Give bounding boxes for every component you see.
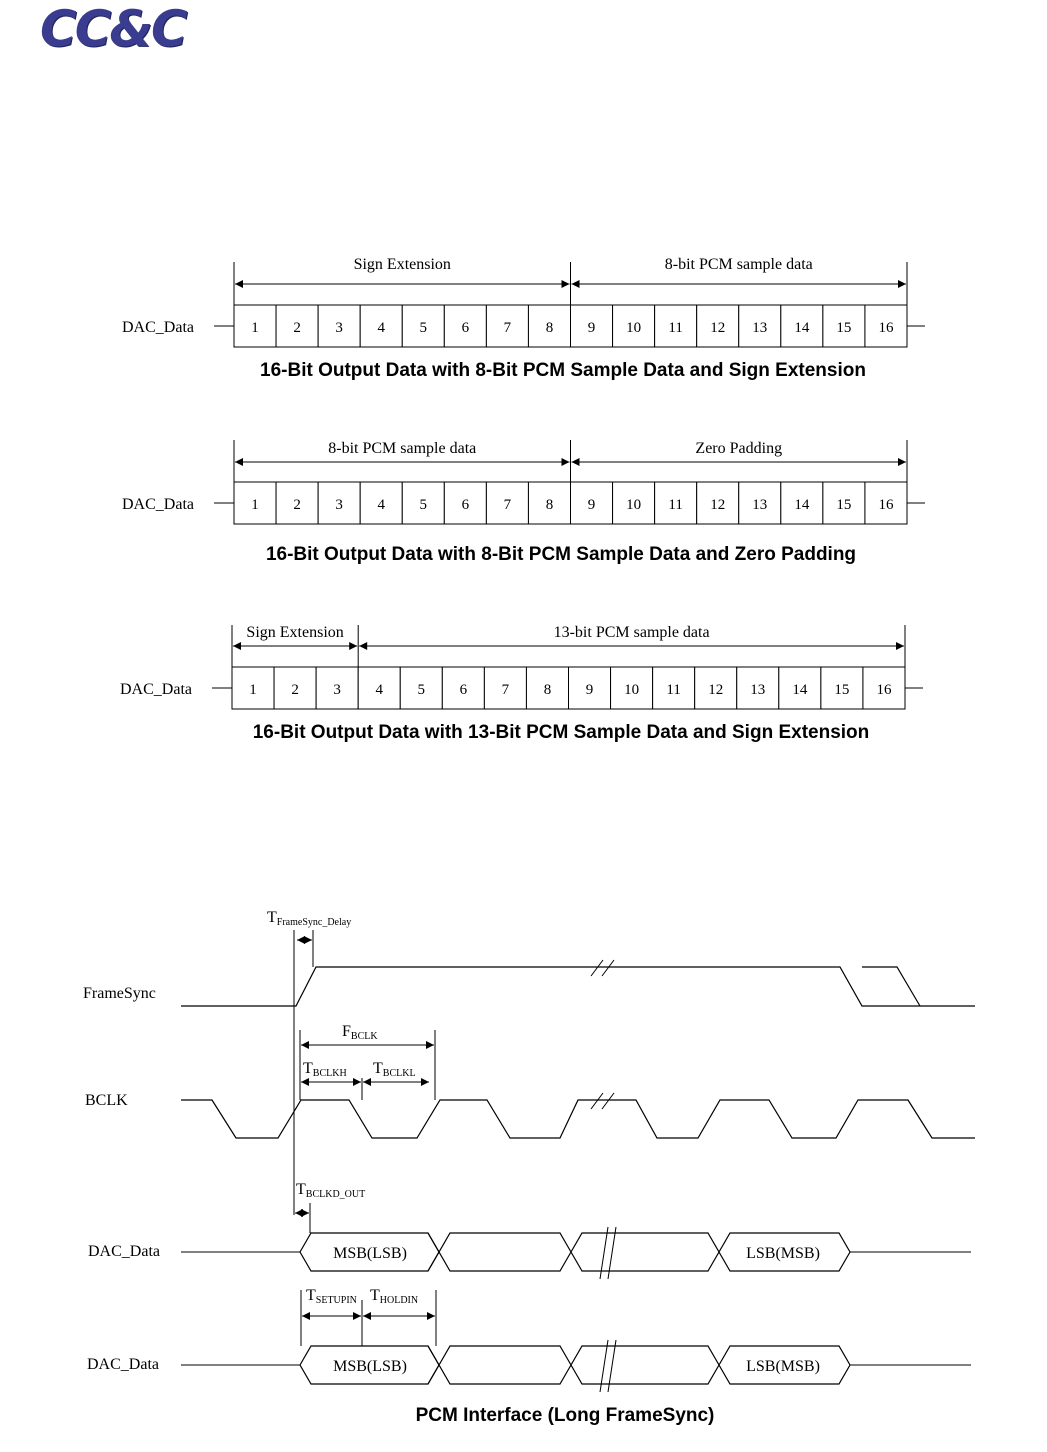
bit-number: 13 (750, 682, 766, 698)
dac-data-out-cell-upper (428, 1233, 571, 1252)
segment-label: 8-bit PCM sample data (664, 256, 813, 273)
dac-data-in-msb-label: MSB(LSB) (333, 1358, 407, 1375)
bit-number: 15 (836, 497, 852, 513)
bit-number: 1 (251, 497, 259, 513)
bclk-break-mark (591, 1093, 603, 1109)
dac-data-in-cell-lower (428, 1365, 571, 1384)
bit-number: 4 (377, 497, 385, 513)
bit-number: 8 (543, 682, 552, 698)
bit-number: 14 (792, 682, 808, 698)
timing-caption: PCM Interface (Long FrameSync) (415, 1405, 715, 1426)
bit-number: 3 (335, 497, 343, 513)
format-diagram-2 (122, 440, 925, 565)
bit-number: 16 (878, 497, 894, 513)
segment-label: Sign Extension (353, 256, 451, 273)
timing-signal-label: FrameSync (83, 985, 156, 1002)
bit-number: 11 (666, 682, 681, 698)
bit-number: 10 (626, 320, 642, 336)
bit-number: 8 (545, 497, 554, 513)
bit-number: 1 (251, 320, 259, 336)
segment-label: Sign Extension (246, 624, 344, 641)
dac-data-in-lsb-label: LSB(MSB) (746, 1358, 820, 1375)
format-caption: 16-Bit Output Data with 8-Bit PCM Sample Data and Zero Padding (265, 544, 857, 565)
param-tbclkd-out: TBCLKD_OUT (296, 1181, 366, 1200)
signal-label: DAC_Data (122, 496, 194, 513)
bit-number: 15 (834, 682, 850, 698)
bit-number: 1 (249, 682, 257, 698)
timing-signal-label: DAC_Data (88, 1243, 160, 1260)
bit-number: 13 (752, 497, 768, 513)
dac-data-in-broken-cell (571, 1346, 719, 1384)
param-fbclk: FBCLK (342, 1023, 378, 1042)
bit-number: 16 (878, 320, 894, 336)
bit-number: 7 (501, 682, 510, 698)
bit-number: 13 (752, 320, 768, 336)
param-tframesync-delay: TFrameSync_Delay (267, 909, 352, 928)
dac-data-out-lsb-label: LSB(MSB) (746, 1245, 820, 1262)
bit-number: 15 (836, 320, 852, 336)
bit-number: 4 (375, 682, 383, 698)
bit-number: 2 (293, 497, 301, 513)
format-diagram-3 (120, 624, 923, 743)
segment-label: 13-bit PCM sample data (553, 624, 710, 641)
bit-number: 2 (293, 320, 301, 336)
bit-number: 3 (335, 320, 343, 336)
bit-number: 4 (377, 320, 385, 336)
dac-data-out-cell-lower (428, 1252, 571, 1271)
dac-data-in-cell-upper (428, 1346, 571, 1365)
param-tbclkh: TBCLKH (303, 1060, 347, 1079)
param-tholdin: THOLDIN (370, 1287, 419, 1306)
bit-number: 10 (626, 497, 642, 513)
bit-number: 2 (291, 682, 299, 698)
param-tbclkl: TBCLKL (373, 1060, 416, 1079)
framesync-alt-edge (862, 967, 920, 1006)
framesync-break-mark (591, 960, 603, 976)
bclk-break-mark (602, 1093, 614, 1109)
signal-label: DAC_Data (122, 319, 194, 336)
bit-number: 5 (419, 320, 428, 336)
format-caption: 16-Bit Output Data with 8-Bit PCM Sample Data and Sign Extension (260, 360, 866, 381)
timing-signal-label: BCLK (85, 1092, 128, 1109)
cc-and-c-logo: CC&C (40, 0, 186, 58)
bit-number: 12 (710, 497, 726, 513)
segment-label: Zero Padding (695, 440, 783, 457)
bit-number: 5 (417, 682, 426, 698)
dac-data-out-broken-cell (571, 1233, 719, 1271)
format-diagram-1 (122, 256, 925, 381)
param-tsetupin: TSETUPIN (306, 1287, 357, 1306)
bit-number: 8 (545, 320, 554, 336)
bit-number: 12 (708, 682, 724, 698)
bit-number: 14 (794, 497, 810, 513)
bit-number: 10 (624, 682, 640, 698)
bit-number: 11 (668, 320, 683, 336)
bit-number: 12 (710, 320, 726, 336)
bit-number: 9 (587, 497, 596, 513)
bit-number: 6 (461, 320, 470, 336)
bit-number: 6 (461, 497, 470, 513)
framesync-waveform (181, 967, 975, 1006)
bit-number: 9 (587, 320, 596, 336)
dac-data-out-msb-label: MSB(LSB) (333, 1245, 407, 1262)
bclk-waveform (181, 1100, 975, 1138)
bit-number: 14 (794, 320, 810, 336)
format-caption: 16-Bit Output Data with 13-Bit PCM Sample Data and Sign Extension (252, 722, 870, 743)
bit-number: 7 (503, 497, 512, 513)
signal-label: DAC_Data (120, 681, 192, 698)
bit-number: 9 (585, 682, 594, 698)
framesync-break-mark (602, 960, 614, 976)
segment-label: 8-bit PCM sample data (328, 440, 477, 457)
bit-number: 5 (419, 497, 428, 513)
bit-number: 7 (503, 320, 512, 336)
bit-number: 16 (876, 682, 892, 698)
timing-signal-label: DAC_Data (87, 1356, 159, 1373)
bit-number: 11 (668, 497, 683, 513)
bit-number: 6 (459, 682, 468, 698)
bit-number: 3 (333, 682, 341, 698)
